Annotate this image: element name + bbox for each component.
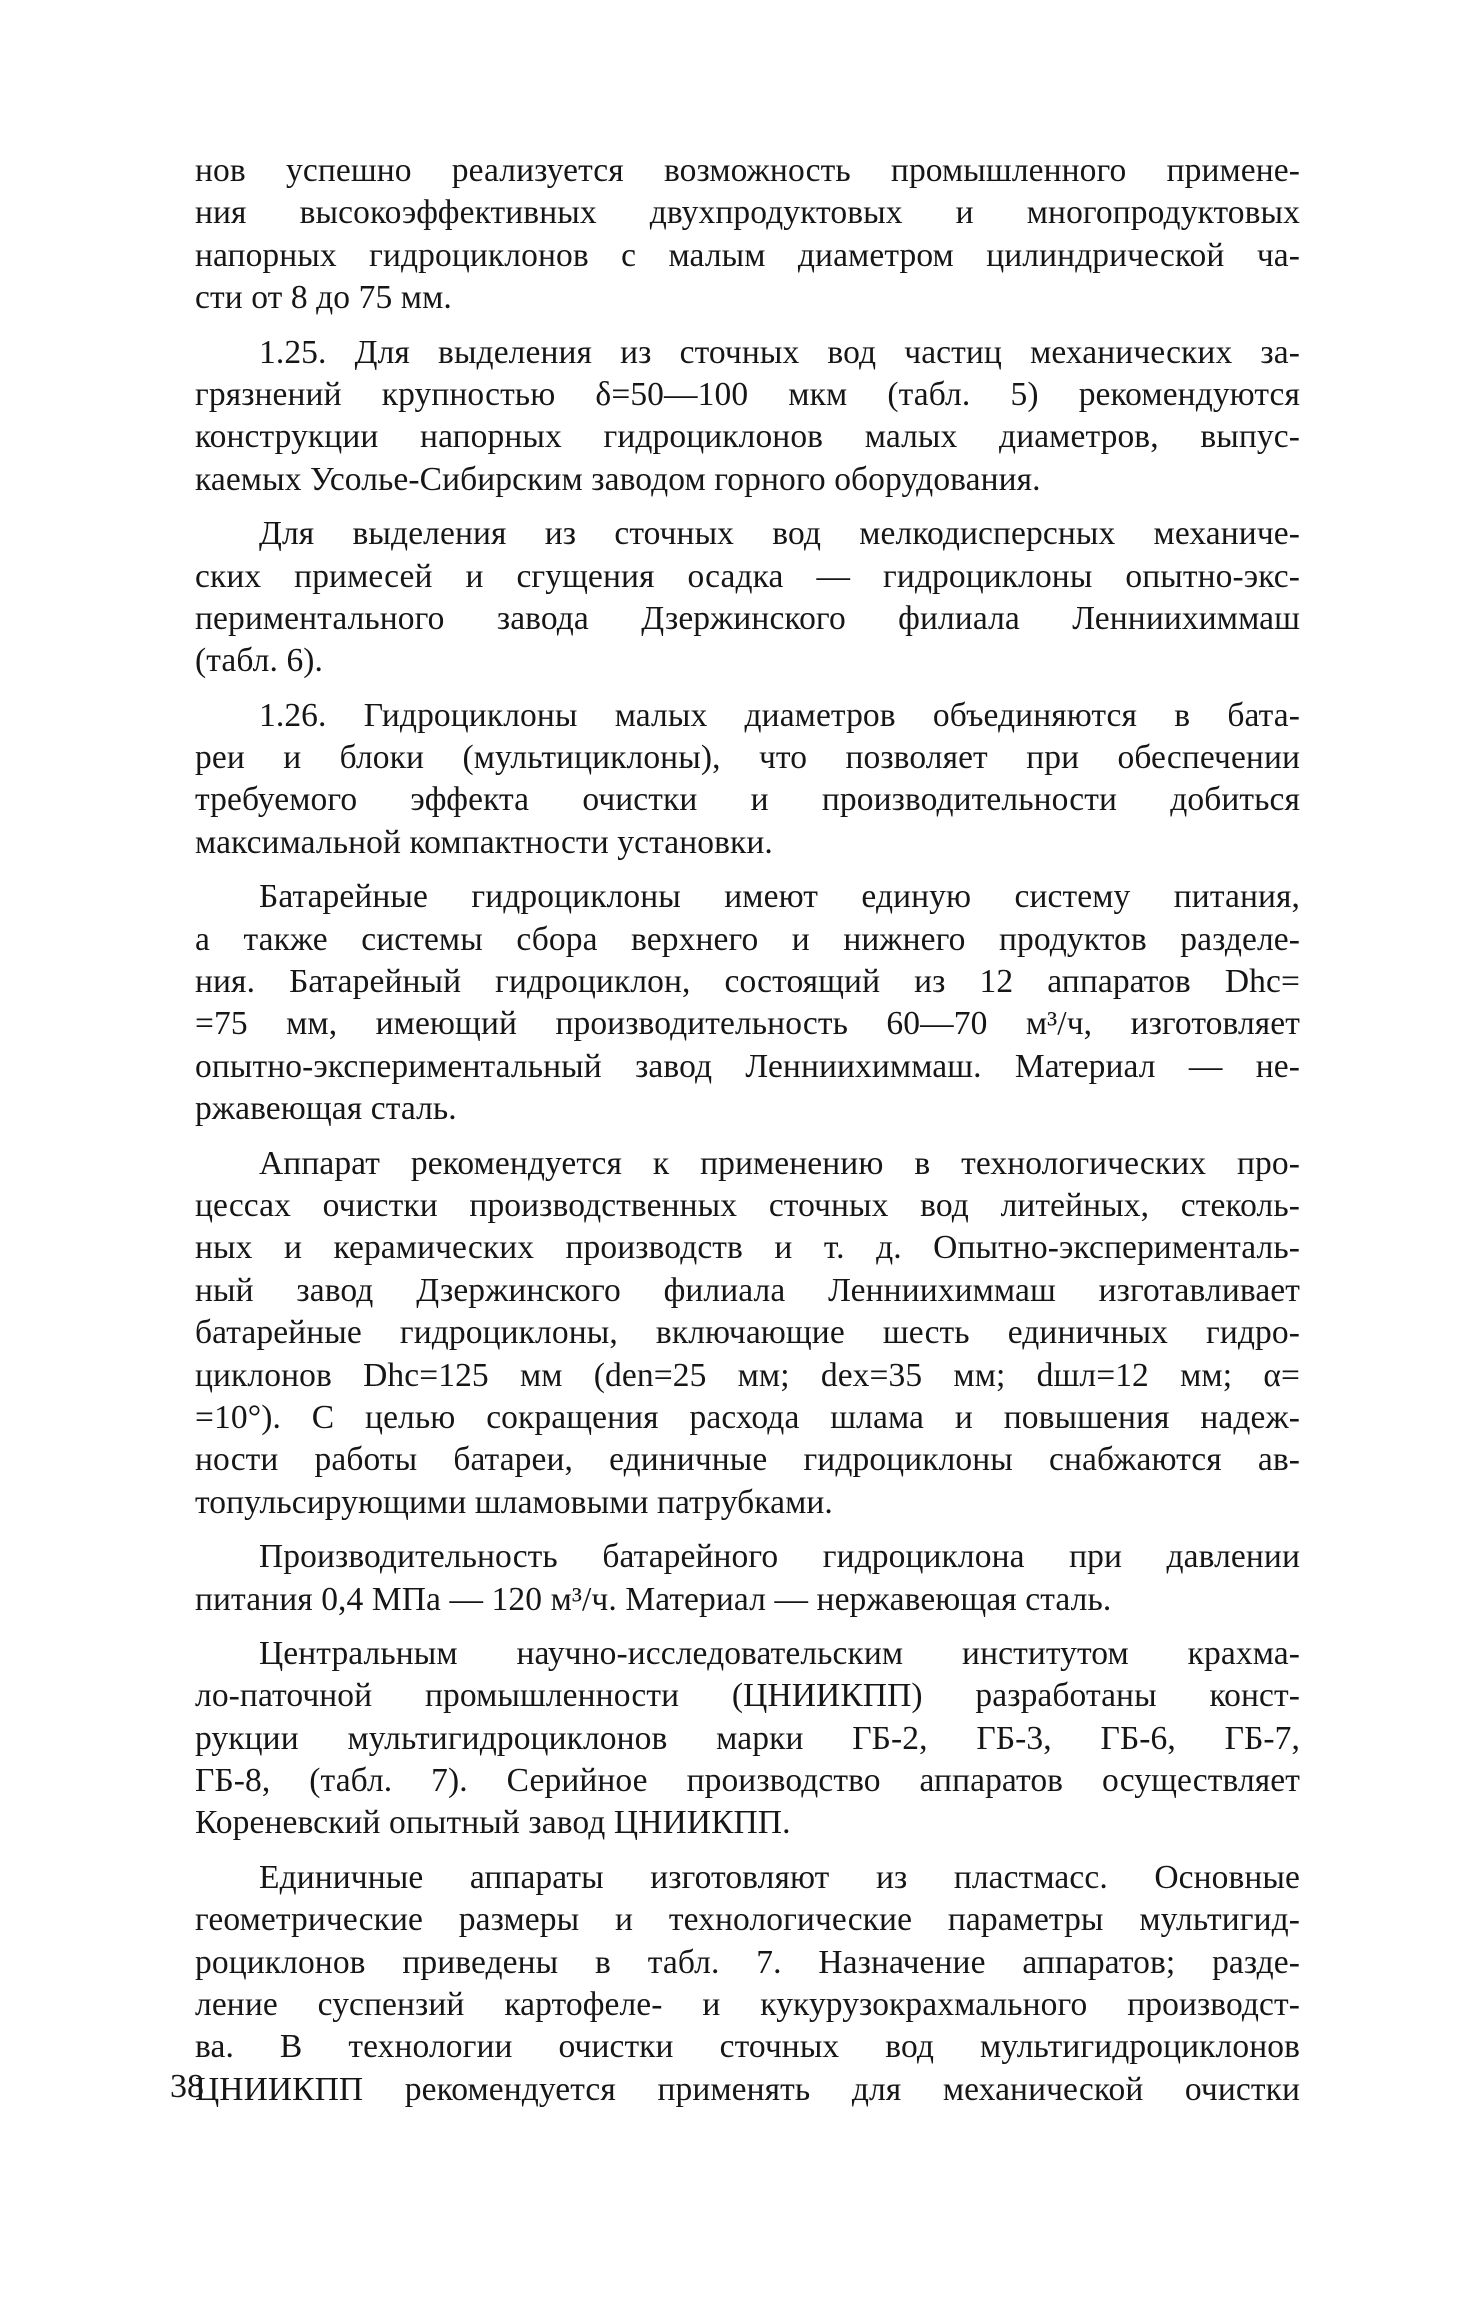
paragraph	[195, 513, 1300, 683]
text-line: а также системы сбора верхнего и нижнего продуктов разделе-	[195, 920, 1300, 958]
paragraph	[195, 1633, 1300, 1845]
text-line: ржавеющая сталь.	[195, 1090, 457, 1128]
text-line: каемых Усолье-Сибирским заводом горного оборудования.	[195, 460, 1041, 498]
text-line: ление суспензий картофеле- и кукурузокрахмального производст-	[195, 1986, 1300, 2024]
text-line: ЦНИИКПП рекомендуется применять для механической очистки	[195, 2070, 1300, 2108]
text-line: требуемого эффекта очистки и производительности добиться	[195, 781, 1300, 819]
text-line: опытно-экспериментальный завод Ленниихиммаш. Материал — не-	[195, 1047, 1300, 1085]
text-line: грязнений крупностью δ=50—100 мкм (табл. 5) рекомендуются	[195, 375, 1300, 413]
page-body	[195, 150, 1300, 2123]
text-line: Центральным научно-исследовательским институтом крахма-	[259, 1634, 1300, 1672]
text-line: Единичные аппараты изготовляют из пластмасс. Основные	[259, 1858, 1300, 1896]
paragraph	[195, 1857, 1300, 2111]
text-line: циклонов Dhc=125 мм (den=25 мм; dex=35 мм; dшл=12 мм; α=	[195, 1356, 1300, 1394]
text-line: =75 мм, имеющий производительность 60—70 м³/ч, изготовляет	[195, 1005, 1300, 1043]
paragraph	[195, 695, 1300, 865]
text-line: максимальной компактности установки.	[195, 823, 773, 861]
page-number: 38	[170, 2068, 204, 2105]
paragraph	[195, 332, 1300, 502]
text-line: сти от 8 до 75 мм.	[195, 279, 452, 317]
text-line: Кореневский опытный завод ЦНИИКПП.	[195, 1804, 791, 1842]
text-line: топульсирующими шламовыми патрубками.	[195, 1483, 833, 1521]
text-line: периментального завода Дзержинского филиала Ленниихиммаш	[195, 599, 1300, 637]
paragraph	[195, 876, 1300, 1130]
text-line: реи и блоки (мультициклоны), что позволяет при обеспечении	[195, 739, 1300, 777]
text-line: ности работы батареи, единичные гидроциклоны снабжаются ав-	[195, 1441, 1300, 1479]
text-line: Для выделения из сточных вод мелкодисперсных механиче-	[259, 515, 1300, 553]
text-line: рукции мультигидроциклонов марки ГБ-2, ГБ-3, ГБ-6, ГБ-7,	[195, 1719, 1300, 1757]
text-line: ния высокоэффективных двухпродуктовых и многопродуктовых	[195, 194, 1300, 232]
text-line: 1.25. Для выделения из сточных вод частиц механических за-	[259, 333, 1300, 371]
text-line: напорных гидроциклонов с малым диаметром цилиндрической ча-	[195, 236, 1300, 274]
text-line: ГБ-8, (табл. 7). Серийное производство аппаратов осуществляет	[195, 1762, 1300, 1800]
text-line: ный завод Дзержинского филиала Ленниихиммаш изготавливает	[195, 1271, 1300, 1309]
text-line: ва. В технологии очистки сточных вод мультигидроциклонов	[195, 2028, 1300, 2066]
paragraph	[195, 150, 1300, 320]
text-line: цессах очистки производственных сточных вод литейных, стеколь-	[195, 1186, 1300, 1224]
paragraph	[195, 1536, 1300, 1621]
text-line: ных и керамических производств и т. д. Опытно-эксперименталь-	[195, 1229, 1300, 1267]
text-line: батарейные гидроциклоны, включающие шесть единичных гидро-	[195, 1314, 1300, 1352]
text-line: =10°). С целью сокращения расхода шлама и повышения надеж-	[195, 1398, 1300, 1436]
text-line: питания 0,4 МПа — 120 м³/ч. Материал — нержавеющая сталь.	[195, 1580, 1112, 1618]
text-line: ния. Батарейный гидроциклон, состоящий из 12 аппаратов Dhc=	[195, 963, 1300, 1001]
text-line: роциклонов приведены в табл. 7. Назначение аппаратов; разде-	[195, 1943, 1300, 1981]
text-line: Производительность батарейного гидроциклона при давлении	[259, 1538, 1300, 1576]
text-line: нов успешно реализуется возможность промышленного примене-	[195, 152, 1300, 189]
text-line: ло-паточной промышленности (ЦНИИКПП) разработаны конст-	[195, 1677, 1300, 1715]
paragraph	[195, 1143, 1300, 1525]
text-line: конструкции напорных гидроциклонов малых диаметров, выпус-	[195, 418, 1300, 456]
text-line: 1.26. Гидроциклоны малых диаметров объединяются в бата-	[259, 696, 1300, 734]
text-line: геометрические размеры и технологические параметры мультигид-	[195, 1901, 1300, 1939]
text-line: Аппарат рекомендуется к применению в технологических про-	[259, 1144, 1300, 1182]
text-line: (табл. 6).	[195, 642, 324, 680]
text-line: Батарейные гидроциклоны имеют единую систему питания,	[259, 878, 1300, 916]
text-line: ских примесей и сгущения осадка — гидроциклоны опытно-экс-	[195, 557, 1300, 595]
